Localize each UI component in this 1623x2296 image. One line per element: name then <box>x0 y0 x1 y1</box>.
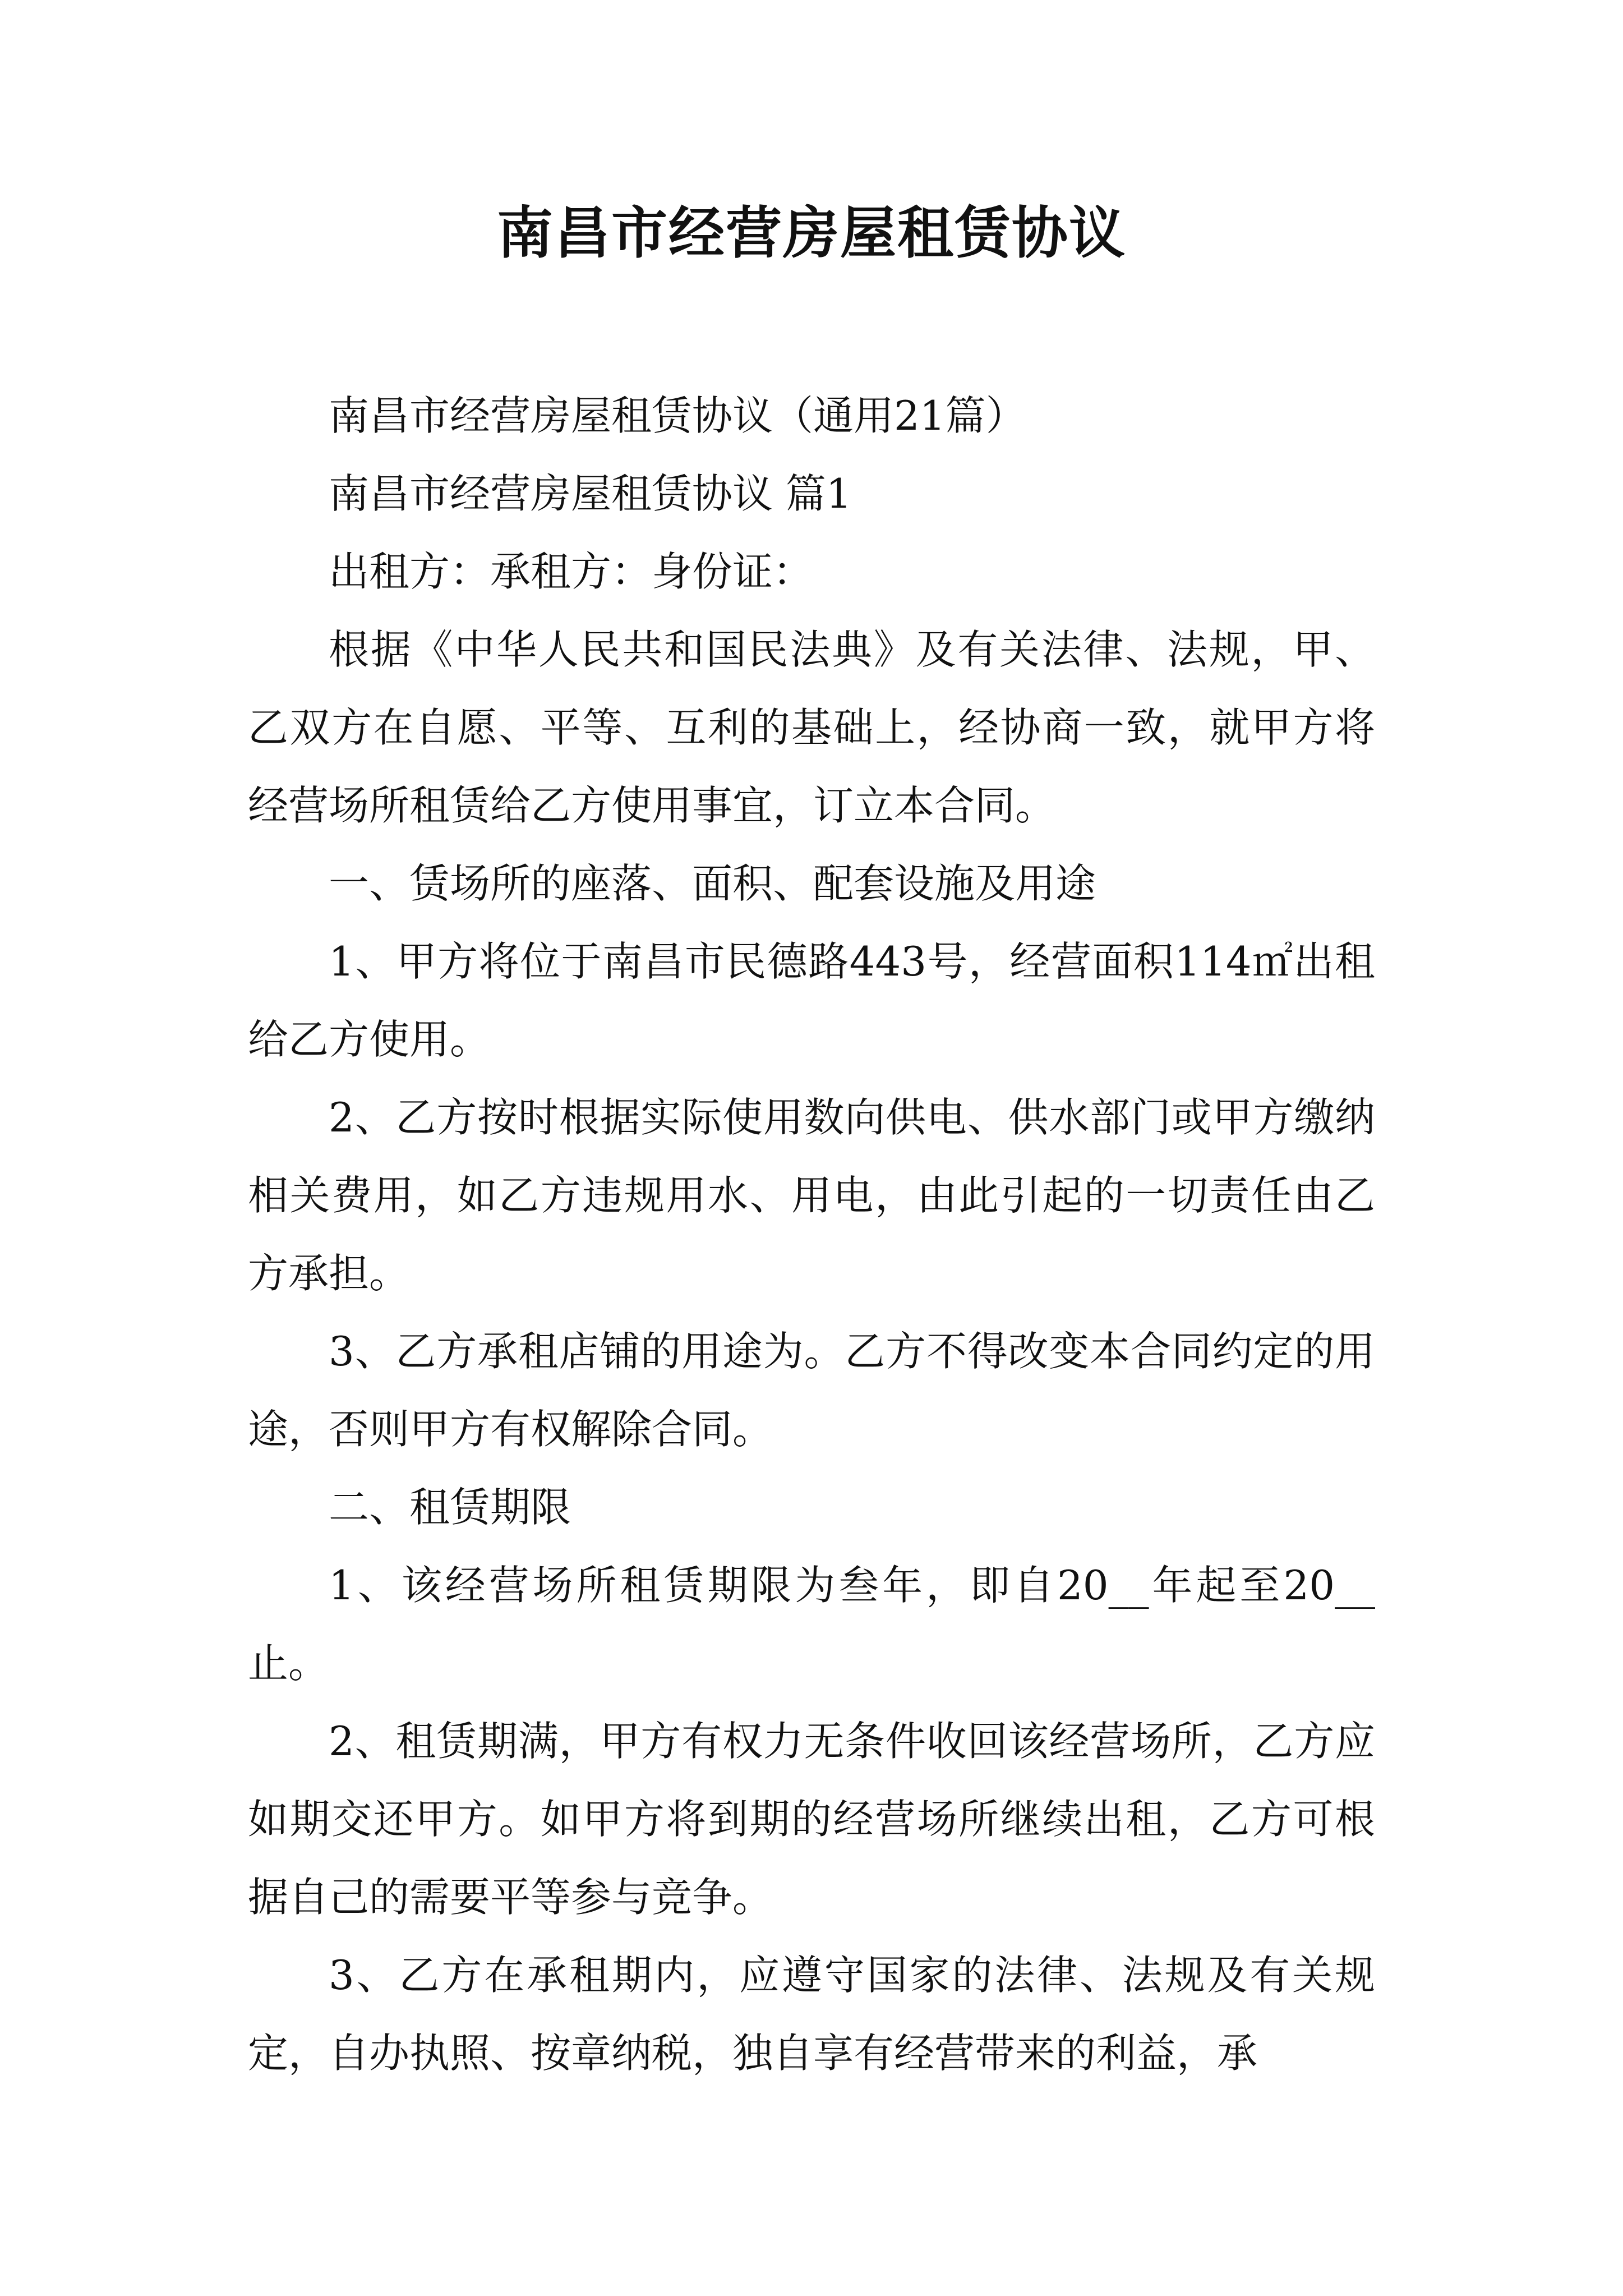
clause-2-2: 2、租赁期满，甲方有权力无条件收回该经营场所，乙方应如期交还甲方。如甲方将到期的经营场所继续出租，乙方可根据自己的需要平等参与竞争。 <box>248 1718 1375 1921</box>
clause-1-3: 3、乙方承租店铺的用途为。乙方不得改变本合同约定的用途，否则甲方有权解除合同。 <box>248 1328 1375 1453</box>
paragraph-subtitle: 南昌市经营房屋租赁协议（通用21篇） <box>329 392 1026 439</box>
section-heading-1: 一、赁场所的座落、面积、配套设施及用途 <box>329 860 1096 907</box>
paragraph-parties: 出租方：承租方：身份证： <box>329 548 814 595</box>
paragraph-article-heading: 南昌市经营房屋租赁协议 篇1 <box>329 470 852 517</box>
section-heading-2: 二、租赁期限 <box>329 1484 571 1531</box>
clause-2-1: 1、该经营场所租赁期限为叁年，即自20__年起至20__止。 <box>248 1562 1375 1687</box>
clause-1-1: 1、甲方将位于南昌市民德路443号，经营面积114㎡出租给乙方使用。 <box>248 938 1375 1063</box>
paragraph-preamble: 根据《中华人民共和国民法典》及有关法律、法规，甲、乙双方在自愿、平等、互利的基础上，经协商一致，就甲方将经营场所租赁给乙方使用事宜，订立本合同。 <box>248 626 1375 829</box>
clause-2-3: 3、乙方在承租期内，应遵守国家的法律、法规及有关规定，自办执照、按章纳税，独自享有经营带来的利益，承 <box>248 1952 1375 2077</box>
clause-1-2: 2、乙方按时根据实际使用数向供电、供水部门或甲方缴纳相关费用，如乙方违规用水、用电，由此引起的一切责任由乙方承担。 <box>248 1094 1375 1297</box>
document-title: 南昌市经营房屋租赁协议 <box>497 200 1126 266</box>
document-body <box>248 377 1375 2092</box>
